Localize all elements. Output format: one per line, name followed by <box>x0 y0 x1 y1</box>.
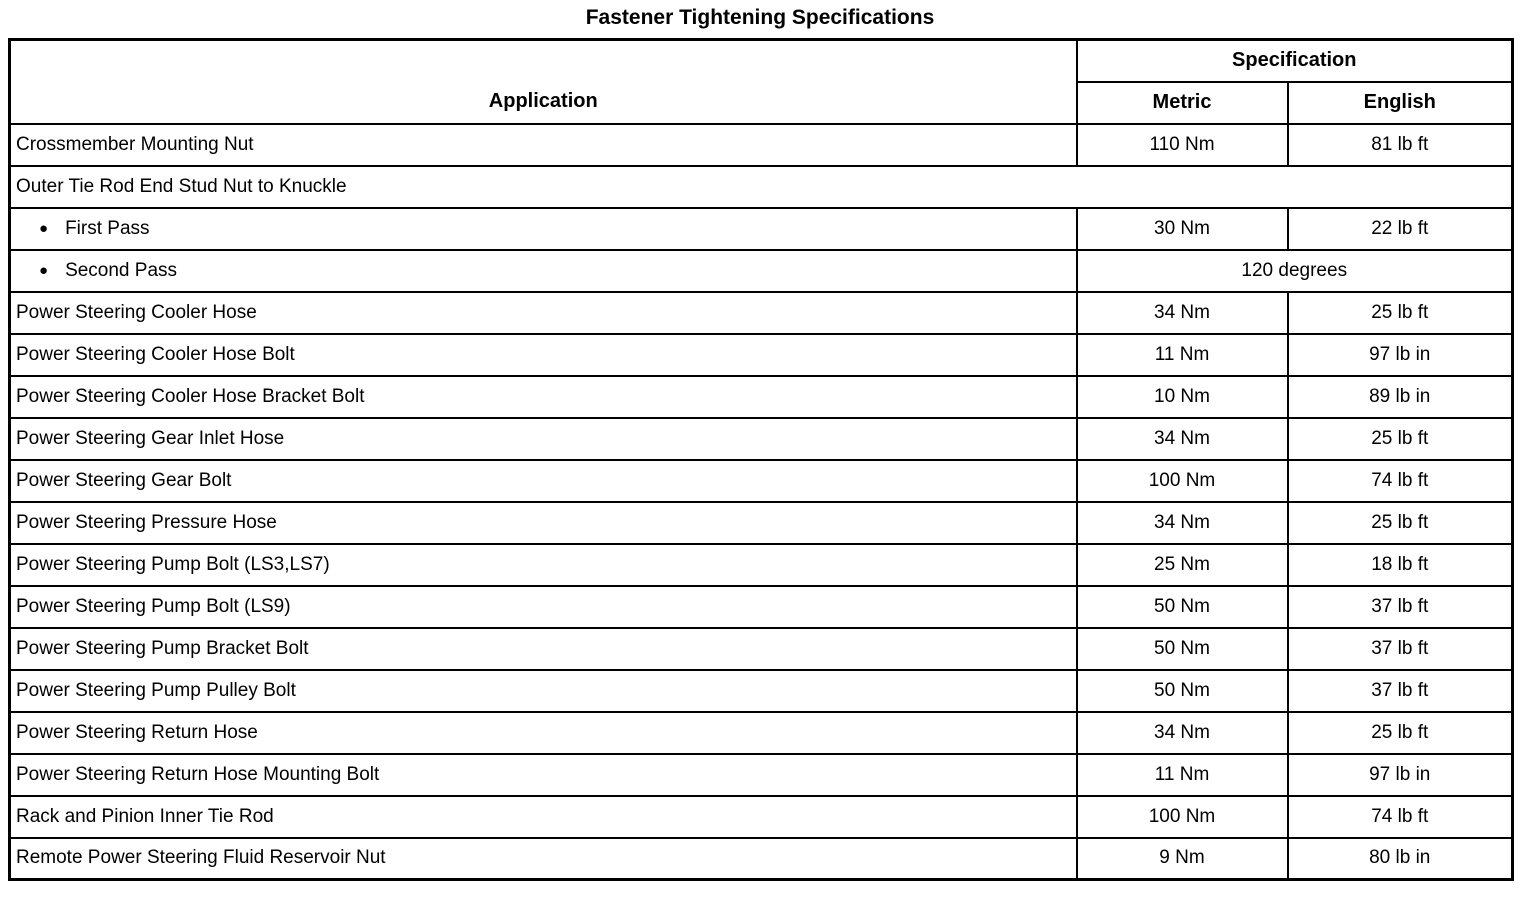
english-cell: 89 lb in <box>1288 376 1513 418</box>
application-cell: Power Steering Gear Inlet Hose <box>10 418 1077 460</box>
english-cell: 25 lb ft <box>1288 418 1513 460</box>
table-row <box>10 166 1513 208</box>
table-row <box>10 208 1513 250</box>
english-cell: 37 lb ft <box>1288 628 1513 670</box>
english-cell: 22 lb ft <box>1288 208 1513 250</box>
table-row <box>10 292 1513 334</box>
bullet-icon: ● <box>39 261 49 279</box>
english-cell: 25 lb ft <box>1288 502 1513 544</box>
english-cell: 25 lb ft <box>1288 292 1513 334</box>
application-cell: Power Steering Pump Bolt (LS3,LS7) <box>10 544 1077 586</box>
application-cell: Power Steering Cooler Hose Bracket Bolt <box>10 376 1077 418</box>
english-cell: 74 lb ft <box>1288 460 1513 502</box>
english-cell: 97 lb in <box>1288 334 1513 376</box>
table-row <box>10 460 1513 502</box>
application-label: First Pass <box>65 217 150 239</box>
application-cell <box>10 250 1077 292</box>
table-row <box>10 712 1513 754</box>
metric-cell: 10 Nm <box>1077 376 1288 418</box>
english-column-header: English <box>1288 82 1513 124</box>
metric-cell: 25 Nm <box>1077 544 1288 586</box>
english-cell: 81 lb ft <box>1288 124 1513 166</box>
page-title: Fastener Tightening Specifications <box>585 6 935 29</box>
spec-table <box>8 38 1514 881</box>
table-row <box>10 628 1513 670</box>
application-cell: Power Steering Return Hose Mounting Bolt <box>10 754 1077 796</box>
table-row <box>10 544 1513 586</box>
metric-cell: 11 Nm <box>1077 754 1288 796</box>
table-row <box>10 418 1513 460</box>
application-cell: Power Steering Pump Bracket Bolt <box>10 628 1077 670</box>
table-row <box>10 796 1513 838</box>
table-row <box>10 670 1513 712</box>
metric-cell: 50 Nm <box>1077 628 1288 670</box>
metric-cell: 34 Nm <box>1077 292 1288 334</box>
english-cell: 74 lb ft <box>1288 796 1513 838</box>
english-cell: 97 lb in <box>1288 754 1513 796</box>
metric-cell: 100 Nm <box>1077 460 1288 502</box>
table-row <box>10 838 1513 880</box>
metric-cell: 34 Nm <box>1077 712 1288 754</box>
english-cell: 80 lb in <box>1288 838 1513 880</box>
bullet-icon: ● <box>39 219 49 237</box>
application-cell: Power Steering Cooler Hose Bolt <box>10 334 1077 376</box>
spec-table-body <box>10 124 1513 880</box>
application-cell: Power Steering Return Hose <box>10 712 1077 754</box>
table-row <box>10 250 1513 292</box>
metric-cell: 100 Nm <box>1077 796 1288 838</box>
table-row <box>10 502 1513 544</box>
english-cell: 37 lb ft <box>1288 586 1513 628</box>
table-row <box>10 334 1513 376</box>
table-row <box>10 754 1513 796</box>
metric-cell: 9 Nm <box>1077 838 1288 880</box>
english-cell: 25 lb ft <box>1288 712 1513 754</box>
english-cell: 37 lb ft <box>1288 670 1513 712</box>
english-cell: 18 lb ft <box>1288 544 1513 586</box>
table-row <box>10 376 1513 418</box>
metric-cell: 30 Nm <box>1077 208 1288 250</box>
application-column-header: Application <box>10 40 1077 124</box>
application-cell: Power Steering Cooler Hose <box>10 292 1077 334</box>
application-cell: Remote Power Steering Fluid Reservoir Nut <box>10 838 1077 880</box>
spec-span-cell: 120 degrees <box>1077 250 1513 292</box>
table-row <box>10 586 1513 628</box>
application-cell: Rack and Pinion Inner Tie Rod <box>10 796 1077 838</box>
metric-cell: 110 Nm <box>1077 124 1288 166</box>
metric-cell: 34 Nm <box>1077 418 1288 460</box>
metric-cell: 50 Nm <box>1077 586 1288 628</box>
table-row <box>10 124 1513 166</box>
header-row-top <box>10 40 1513 82</box>
application-label: Second Pass <box>65 259 178 281</box>
metric-column-header: Metric <box>1077 82 1288 124</box>
application-cell: Outer Tie Rod End Stud Nut to Knuckle <box>10 166 1513 208</box>
specification-column-header: Specification <box>1077 40 1513 82</box>
application-cell <box>10 208 1077 250</box>
application-cell: Power Steering Pressure Hose <box>10 502 1077 544</box>
application-cell: Crossmember Mounting Nut <box>10 124 1077 166</box>
application-cell: Power Steering Pump Pulley Bolt <box>10 670 1077 712</box>
metric-cell: 34 Nm <box>1077 502 1288 544</box>
metric-cell: 11 Nm <box>1077 334 1288 376</box>
application-cell: Power Steering Gear Bolt <box>10 460 1077 502</box>
application-cell: Power Steering Pump Bolt (LS9) <box>10 586 1077 628</box>
spec-table-header <box>10 40 1513 124</box>
metric-cell: 50 Nm <box>1077 670 1288 712</box>
